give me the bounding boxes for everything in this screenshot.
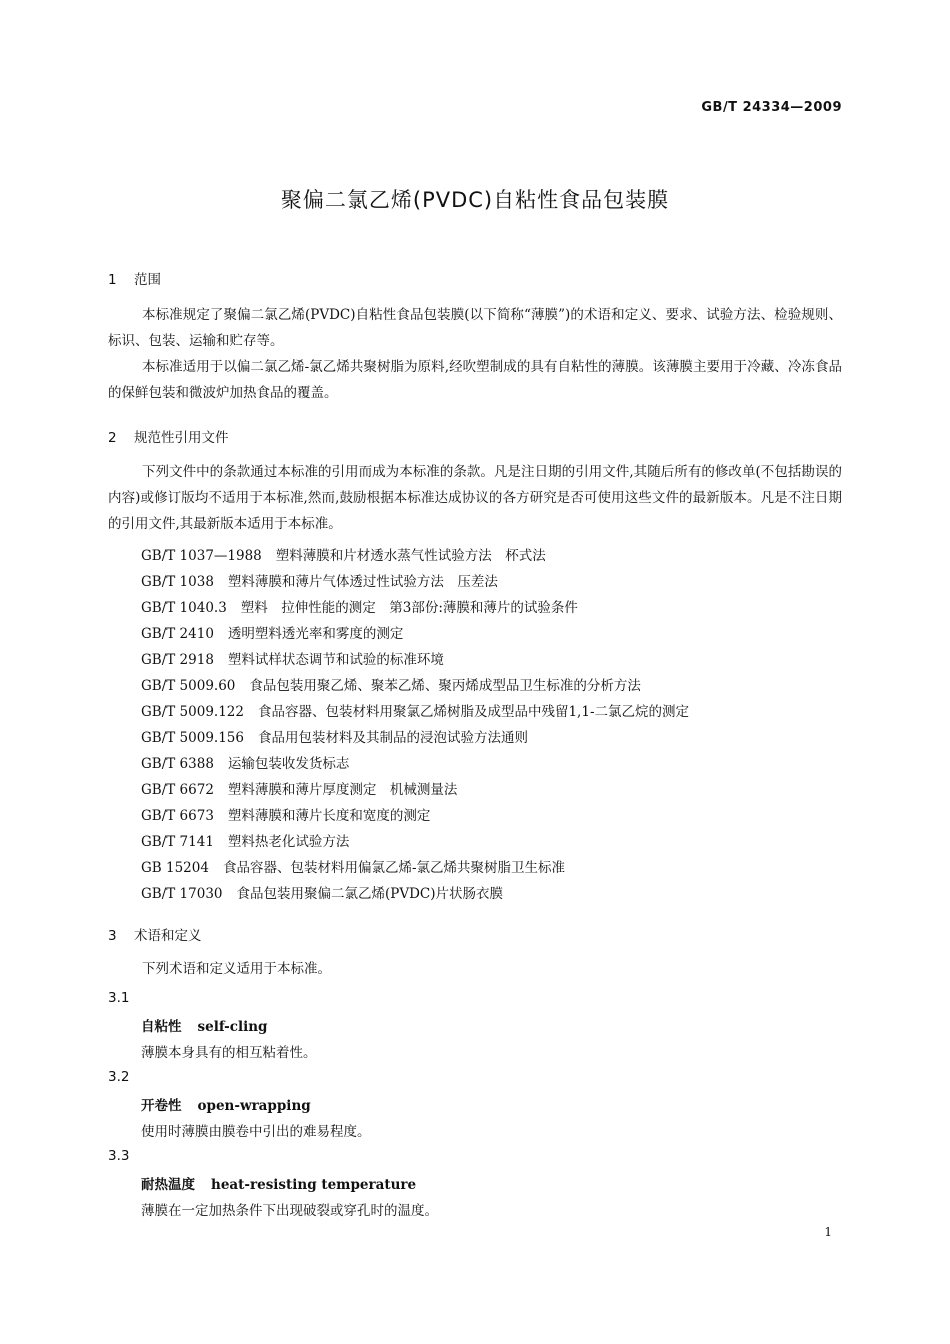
term-definition: 使用时薄膜由膜卷中引出的难易程度。 xyxy=(141,1124,371,1140)
term-definition: 薄膜在一定加热条件下出现破裂或穿孔时的温度。 xyxy=(141,1203,438,1219)
document-title: 聚偏二氯乙烯(PVDC)自粘性食品包装膜 xyxy=(280,188,670,212)
reference-item xyxy=(141,830,349,850)
reference-item xyxy=(141,752,349,772)
section-1-paragraph-2: 本标准适用于以偏二氯乙烯-氯乙烯共聚树脂为原料,经吹塑制成的具有自粘性的薄膜。该薄膜主要用于冷藏、冷冻食品的保鲜包装和微波炉加热食品的覆盖。 xyxy=(108,359,842,401)
reference-title: 塑料薄膜和片材透水蒸气性试验方法 杯式法 xyxy=(275,548,546,564)
reference-title: 塑料薄膜和薄片长度和宽度的测定 xyxy=(227,808,431,824)
reference-item xyxy=(141,570,498,590)
term-zh: 耐热温度 xyxy=(141,1177,195,1193)
reference-title: 食品包装用聚偏二氯乙烯(PVDC)片状肠衣膜 xyxy=(236,886,504,902)
clause-number: 3.3 xyxy=(108,1148,130,1164)
reference-item xyxy=(141,544,546,564)
reference-item xyxy=(141,674,641,694)
reference-code: GB/T 5009.156 xyxy=(141,730,244,746)
reference-title: 食品容器、包装材料用偏氯乙烯-氯乙烯共聚树脂卫生标准 xyxy=(222,860,566,876)
reference-item xyxy=(141,622,403,642)
reference-code: GB/T 6673 xyxy=(141,808,214,824)
reference-code: GB 15204 xyxy=(141,860,209,876)
reference-code: GB/T 5009.122 xyxy=(141,704,244,720)
term-entry xyxy=(141,1015,267,1035)
reference-code: GB/T 2918 xyxy=(141,652,214,668)
reference-code: GB/T 7141 xyxy=(141,834,214,850)
reference-title: 塑料薄膜和薄片厚度测定 机械测量法 xyxy=(227,782,458,798)
section-2-heading xyxy=(108,426,229,446)
term-entry xyxy=(141,1173,416,1193)
section-title: 术语和定义 xyxy=(134,928,202,944)
reference-title: 食品用包装材料及其制品的浸泡试验方法通则 xyxy=(257,730,528,746)
term-zh: 开卷性 xyxy=(141,1098,182,1114)
reference-title: 塑料 拉伸性能的测定 第3部份:薄膜和薄片的试验条件 xyxy=(240,600,578,616)
clause-number: 3.1 xyxy=(108,990,130,1006)
reference-code: GB/T 2410 xyxy=(141,626,214,642)
reference-code: GB/T 1040.3 xyxy=(141,600,227,616)
term-en: self-cling xyxy=(197,1019,268,1035)
clause-number: 3.2 xyxy=(108,1069,130,1085)
reference-title: 透明塑料透光率和雾度的测定 xyxy=(227,626,404,642)
reference-item xyxy=(141,700,689,720)
reference-item xyxy=(141,726,528,746)
section-number: 2 xyxy=(108,430,117,446)
reference-title: 塑料薄膜和薄片气体透过性试验方法 压差法 xyxy=(227,574,498,590)
section-3-heading xyxy=(108,924,202,944)
section-1-paragraph-1: 本标准规定了聚偏二氯乙烯(PVDC)自粘性食品包装膜(以下简称“薄膜”)的术语和定义、要求、试验方法、检验规则、标识、包装、运输和贮存等。 xyxy=(108,307,842,349)
reference-item xyxy=(141,804,430,824)
reference-title: 塑料热老化试验方法 xyxy=(227,834,350,850)
section-number: 1 xyxy=(108,272,117,288)
reference-code: GB/T 6388 xyxy=(141,756,214,772)
section-2-paragraph-1: 下列文件中的条款通过本标准的引用而成为本标准的条款。凡是注日期的引用文件,其随后所有的修改单(不包括勘误的内容)或修订版均不适用于本标准,然而,鼓励根据本标准达成协议的各方研究是否可使用这些文件的最新版本。凡是不注日期的引用文件,其最新版本适用于本标准。 xyxy=(108,464,842,532)
reference-code: GB/T 17030 xyxy=(141,886,223,902)
reference-code: GB/T 1038 xyxy=(141,574,214,590)
section-number: 3 xyxy=(108,928,117,944)
reference-title: 塑料试样状态调节和试验的标准环境 xyxy=(227,652,444,668)
reference-item xyxy=(141,778,457,798)
term-en: open-wrapping xyxy=(197,1098,311,1114)
term-definition: 薄膜本身具有的相互粘着性。 xyxy=(141,1045,317,1061)
reference-title: 食品容器、包装材料用聚氯乙烯树脂及成型品中残留1,1-二氯乙烷的测定 xyxy=(257,704,689,720)
reference-code: GB/T 1037—1988 xyxy=(141,548,262,564)
section-1-heading xyxy=(108,268,161,288)
reference-item xyxy=(141,596,578,616)
section-title: 规范性引用文件 xyxy=(134,430,229,446)
reference-title: 运输包装收发货标志 xyxy=(227,756,350,772)
reference-code: GB/T 6672 xyxy=(141,782,214,798)
reference-item xyxy=(141,882,503,902)
reference-item xyxy=(141,648,444,668)
section-3-paragraph-1: 下列术语和定义适用于本标准。 xyxy=(142,961,331,977)
page-number: 1 xyxy=(824,1225,832,1239)
reference-item xyxy=(141,856,565,876)
section-title: 范围 xyxy=(134,272,161,288)
term-zh: 自粘性 xyxy=(141,1019,182,1035)
term-entry xyxy=(141,1094,311,1114)
standard-code: GB/T 24334—2009 xyxy=(701,100,842,115)
reference-code: GB/T 5009.60 xyxy=(141,678,236,694)
reference-title: 食品包装用聚乙烯、聚苯乙烯、聚丙烯成型品卫生标准的分析方法 xyxy=(249,678,641,694)
term-en: heat-resisting temperature xyxy=(211,1177,417,1193)
